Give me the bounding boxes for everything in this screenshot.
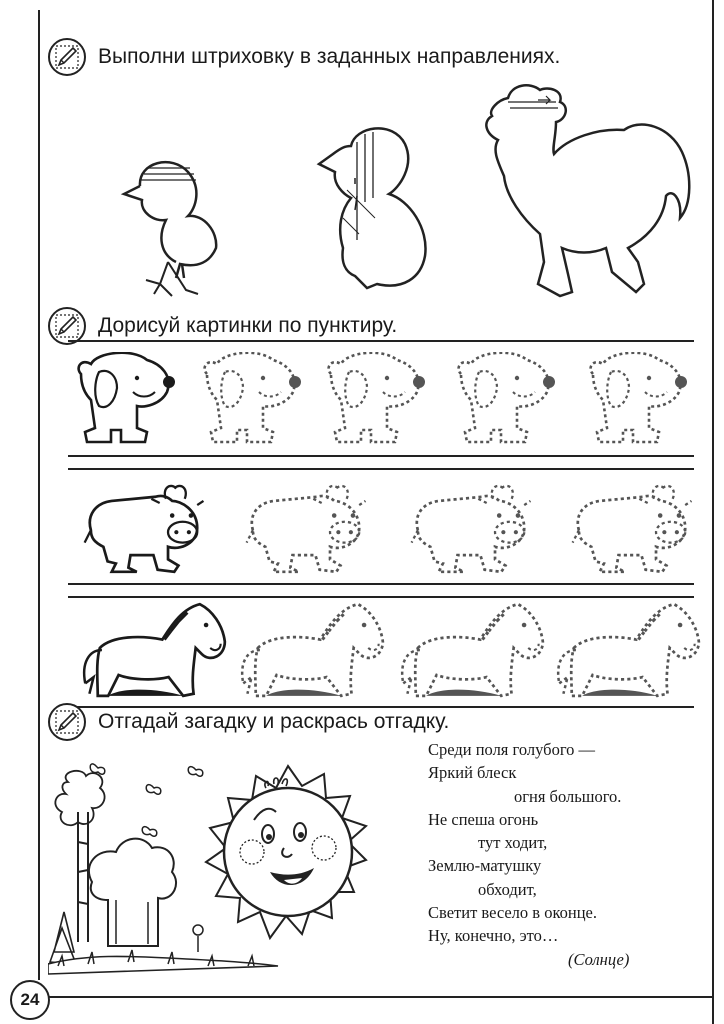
chick-outline xyxy=(110,150,235,302)
ruled-line xyxy=(68,455,694,457)
page-border-right xyxy=(712,0,714,1024)
riddle-line: Не спеша огонь xyxy=(428,809,539,829)
cow-dotted xyxy=(405,478,535,576)
riddle-poem xyxy=(428,738,708,971)
rooster-outline xyxy=(468,78,700,310)
dog-model xyxy=(72,352,182,446)
sun-scene-illustration xyxy=(48,752,418,984)
task-hatching-text: Выполни штриховку в заданных направлениях. xyxy=(98,45,561,68)
pencil-icon xyxy=(48,38,86,76)
riddle-answer: (Солнце) xyxy=(568,949,630,969)
task-riddle xyxy=(48,703,449,741)
page-border-left xyxy=(38,10,40,980)
page-border-bottom xyxy=(38,996,714,998)
cow-dotted xyxy=(566,478,696,576)
dog-dotted xyxy=(452,352,562,446)
page-number: 24 xyxy=(10,980,50,1020)
riddle-line: Землю-матушку xyxy=(428,856,542,876)
ruled-line xyxy=(68,340,694,342)
riddle-line: огня большого. xyxy=(514,786,622,806)
pencil-icon xyxy=(48,703,86,741)
cow-dotted xyxy=(240,478,370,576)
horse-dotted xyxy=(392,600,552,700)
riddle-line: Ну, конечно, это… xyxy=(428,926,559,946)
cow-model xyxy=(78,478,208,576)
riddle-line: обходит, xyxy=(478,879,537,899)
task-tracing-text: Дорисуй картинки по пунктиру. xyxy=(98,314,398,337)
task-riddle-text: Отгадай загадку и раскрась отгадку. xyxy=(98,710,450,733)
riddle-line: Среди поля голубого — xyxy=(428,740,596,759)
duckling-outline xyxy=(315,118,435,296)
dog-dotted xyxy=(584,352,694,446)
task-hatching xyxy=(48,38,560,76)
riddle-line: Яркий блеск xyxy=(428,763,517,783)
dog-dotted xyxy=(322,352,432,446)
ruled-line xyxy=(68,468,694,470)
horse-dotted xyxy=(232,600,392,700)
horse-dotted xyxy=(548,600,708,700)
riddle-line: тут ходит, xyxy=(478,833,548,853)
ruled-line xyxy=(68,596,694,598)
riddle-line: Светит весело в оконце. xyxy=(428,903,597,923)
horse-model xyxy=(74,600,234,700)
dog-dotted xyxy=(198,352,308,446)
ruled-line xyxy=(68,583,694,585)
